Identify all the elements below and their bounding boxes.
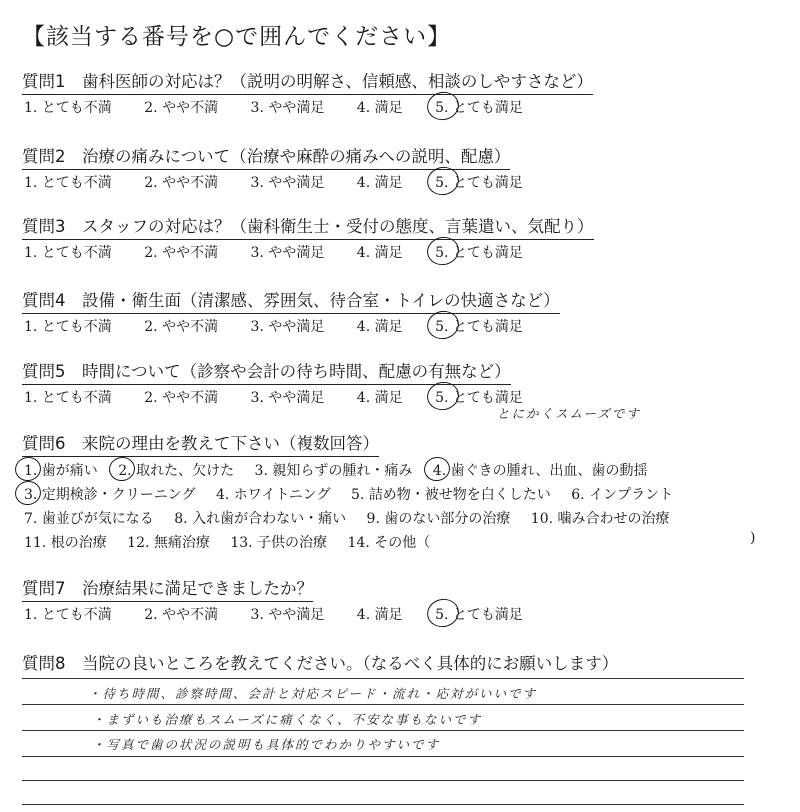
q4-option-1[interactable]: 1. とても不満 [24,319,112,335]
question-6 [22,430,782,555]
q2-option-2[interactable]: 2. やや不満 [144,175,219,191]
question-5-title: 質問5 時間について（診察や会計の待ち時間、配慮の有無など） [22,358,511,385]
q8-handwritten-line-1: ・待ち時間、診察時間、会計と対応スピード・流れ・応対がいいです [88,686,538,701]
question-7-title: 質問7 治療結果に満足できましたか？ [22,575,313,602]
question-7 [22,575,782,624]
q6-row-2 [22,483,782,507]
question-3 [22,213,782,262]
q3-option-2[interactable]: 2. やや不満 [144,245,219,261]
q7-option-5-label: 5. とても満足 [435,607,523,623]
q4-option-3[interactable]: 3. やや満足 [250,319,325,335]
q5-option-2[interactable]: 2. やや不満 [144,390,219,406]
question-8 [22,650,782,676]
writing-line [22,730,744,731]
q6-option-gums[interactable] [433,459,648,483]
question-7-options [22,604,782,624]
q6-option-missing-teeth[interactable]: 9. 歯のない部分の治療 [366,511,511,527]
form-header: 【該当する番号を○で囲んでください】 [22,24,452,50]
q1-option-5-label: 5. とても満足 [435,100,523,116]
q5-option-3[interactable]: 3. やや満足 [250,390,325,406]
writing-line [22,780,744,781]
q6-option-bite[interactable]: 10. 噛み合わせの治療 [530,511,670,527]
q6-row-1 [22,459,782,483]
q6-option-toothache[interactable] [24,459,98,483]
q5-option-5-label: 5. とても満足 [435,390,523,406]
q6-option-other[interactable]: 14. その他（ [347,535,431,551]
q7-option-4[interactable]: 4. 満足 [356,607,403,623]
writing-line [22,804,744,805]
question-5 [22,358,782,407]
q1-option-1[interactable]: 1. とても不満 [24,100,112,116]
q8-handwritten-line-2: ・まずいも治療もスムーズに痛くなく、不安な事もないです [92,712,483,727]
q6-option-broken[interactable] [118,459,234,483]
q6-option-whitening[interactable]: 4. ホワイトニング [215,487,331,503]
writing-line [22,678,744,679]
question-1 [22,68,782,117]
q4-option-5[interactable] [435,316,523,336]
q7-option-2[interactable]: 2. やや不満 [144,607,219,623]
q2-option-4[interactable]: 4. 満足 [356,175,403,191]
q1-option-3[interactable]: 3. やや満足 [250,100,325,116]
question-4-options [22,316,782,336]
q1-option-5[interactable] [435,97,523,117]
q3-option-4[interactable]: 4. 満足 [356,245,403,261]
q5-option-4[interactable]: 4. 満足 [356,390,403,406]
q2-option-3[interactable]: 3. やや満足 [250,175,325,191]
q6-option-children[interactable]: 13. 子供の治療 [230,535,328,551]
question-2 [22,143,782,192]
q7-option-3[interactable]: 3. やや満足 [250,607,325,623]
q6-option-painless[interactable]: 12. 無痛治療 [127,535,210,551]
question-2-title: 質問2 治療の痛みについて（治療や麻酔の痛みへの説明、配慮） [22,143,510,170]
q7-option-5[interactable] [435,604,523,624]
writing-line [22,756,744,757]
q6-option-label: 2. 取れた、欠けた [118,463,235,479]
q6-other-paren-close: ) [750,530,756,546]
q6-option-wisdom-tooth[interactable]: 3. 親知らずの腫れ・痛み [254,463,413,479]
q6-option-alignment[interactable]: 7. 歯並びが気になる [24,511,154,527]
question-2-options [22,172,782,192]
q2-option-5-label: 5. とても満足 [435,175,523,191]
q3-option-1[interactable]: 1. とても不満 [24,245,112,261]
q5-option-1[interactable]: 1. とても不満 [24,390,112,406]
q5-handwritten-note: とにかくスムーズです [497,406,641,421]
q8-handwritten-line-3: ・写真で歯の状況の説明も具体的でわかりやすいです [92,737,441,752]
q1-option-4[interactable]: 4. 満足 [356,100,403,116]
question-8-title: 質問8 当院の良いところを教えてください。（なるべく具体的にお願いします） [22,654,619,673]
question-6-title: 質問6 来院の理由を教えて下さい（複数回答） [22,430,379,457]
question-4-title: 質問4 設備・衛生面（清潔感、雰囲気、待合室・トイレの快適さなど） [22,287,560,314]
q6-option-label: 3. 定期検診・クリーニング [24,487,196,503]
question-4 [22,287,782,336]
question-1-options [22,97,782,117]
q6-row-3 [22,507,782,531]
q6-row-4 [22,531,782,555]
q1-option-2[interactable]: 2. やや不満 [144,100,219,116]
q4-option-2[interactable]: 2. やや不満 [144,319,219,335]
q6-option-root-canal[interactable]: 11. 根の治療 [24,535,107,551]
q6-option-dentures[interactable]: 8. 入れ歯が合わない・痛い [174,511,347,527]
q6-option-checkup[interactable] [24,483,196,507]
q6-option-implant[interactable]: 6. インプラント [571,487,674,503]
q6-option-white-fillings[interactable]: 5. 詰め物・被せ物を白くしたい [351,487,551,503]
q7-option-1[interactable]: 1. とても不満 [24,607,112,623]
writing-line [22,704,744,705]
question-1-title: 質問1 歯科医師の対応は？（説明の明解さ、信頼感、相談のしやすさなど） [22,68,593,95]
q3-option-3[interactable]: 3. やや満足 [250,245,325,261]
q2-option-5[interactable] [435,172,523,192]
q4-option-4[interactable]: 4. 満足 [356,319,403,335]
q6-option-label: 1. 歯が痛い [24,463,98,479]
q3-option-5[interactable] [435,242,523,262]
q3-option-5-label: 5. とても満足 [435,245,523,261]
question-5-options [22,387,782,407]
question-3-title: 質問3 スタッフの対応は？（歯科衛生士・受付の態度、言葉遣い、気配り） [22,213,594,240]
q4-option-5-label: 5. とても満足 [435,319,523,335]
q2-option-1[interactable]: 1. とても不満 [24,175,112,191]
question-3-options [22,242,782,262]
q6-option-label: 4. 歯ぐきの腫れ、出血、歯の動揺 [432,463,648,479]
